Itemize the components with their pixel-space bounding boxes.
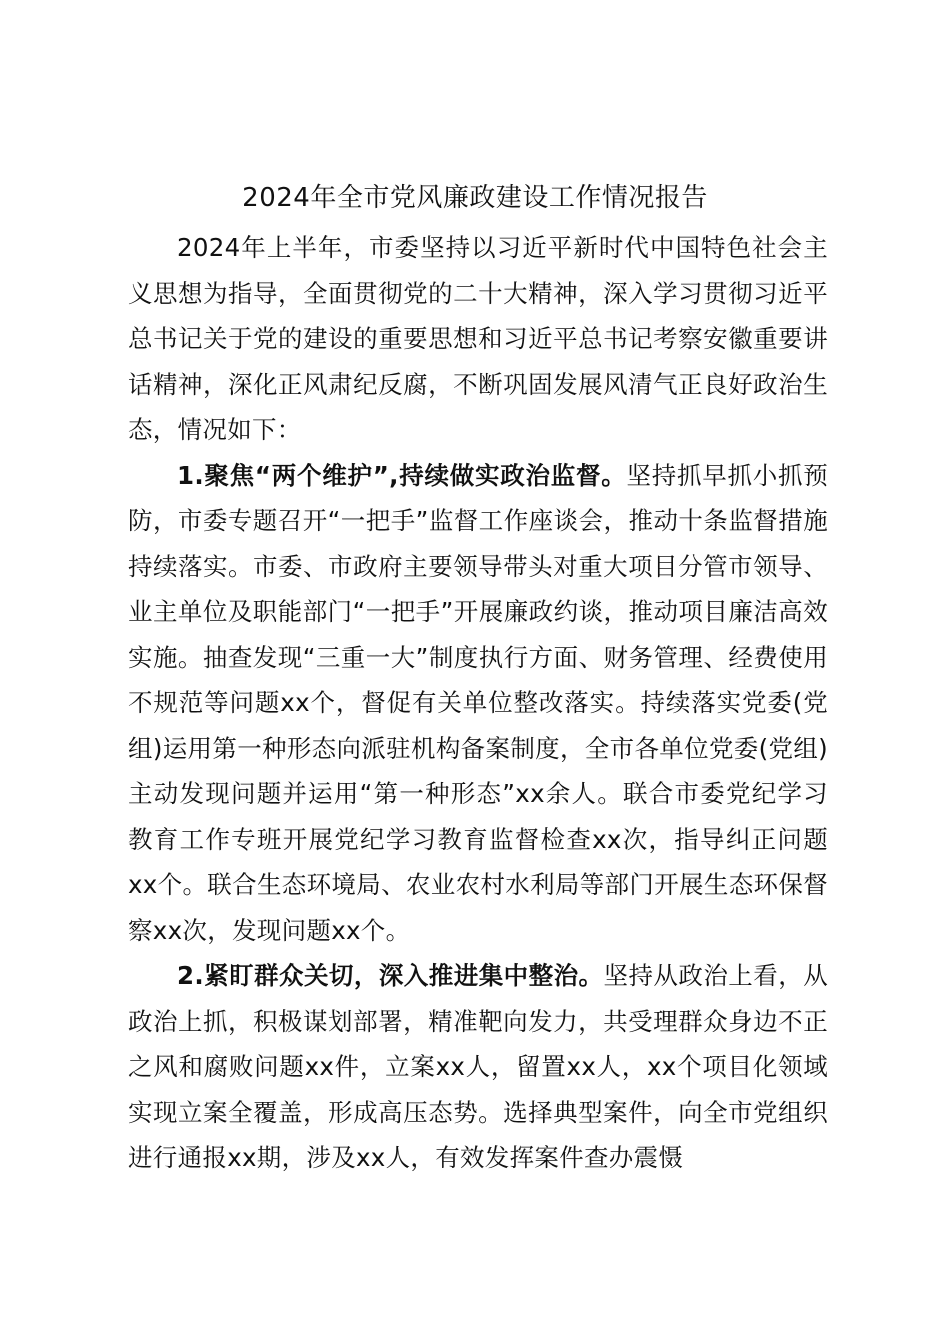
section-paragraph-1 [128,453,828,954]
section-body-1: 坚持抓早抓小抓预防，市委专题召开“一把手”监督工作座谈会，推动十条监督措施持续落实。市委、市政府主要领导带头对重大项目分管市领导、业主单位及职能部门“一把手”开展廉政约谈，推动项目廉洁高效实施。抽查发现“三重一大”制度执行方面、财务管理、经费使用不规范等问题xx个，督促有关单位整改落实。持续落实党委(党组)运用第一种形态向派驻机构备案制度，全市各单位党委(党组)主动发现问题并运用“第一种形态”xx余人。联合市委党纪学习教育工作专班开展党纪学习教育监督检查xx次，指导纠正问题xx个。联合生态环境局、农业农村水利局等部门开展生态环保督察xx次，发现问题xx个。 [128,460,828,945]
document-title: 2024年全市党风廉政建设工作情况报告 [242,183,708,213]
section-heading-2: 2.紧盯群众关切，深入推进集中整治。 [177,961,604,990]
section-body-2: 坚持从政治上看，从政治上抓，积极谋划部署，精准靶向发力，共受理群众身边不正之风和腐败问题xx件，立案xx人，留置xx人，xx个项目化领域实现立案全覆盖，形成高压态势。选择典型案件，向全市党组织进行通报xx期，涉及xx人，有效发挥案件查办震慑 [128,961,828,1172]
section-paragraph-2 [128,953,828,1181]
intro-paragraph: 2024年上半年，市委坚持以习近平新时代中国特色社会主义思想为指导，全面贯彻党的二十大精神，深入学习贯彻习近平总书记关于党的建设的重要思想和习近平总书记考察安徽重要讲话精神，深化正风肃纪反腐，不断巩固发展风清气正良好政治生态，情况如下： [128,233,828,444]
section-heading-1: 1.聚焦“两个维护”,持续做实政治监督。 [177,460,627,490]
document-body [128,225,828,1181]
